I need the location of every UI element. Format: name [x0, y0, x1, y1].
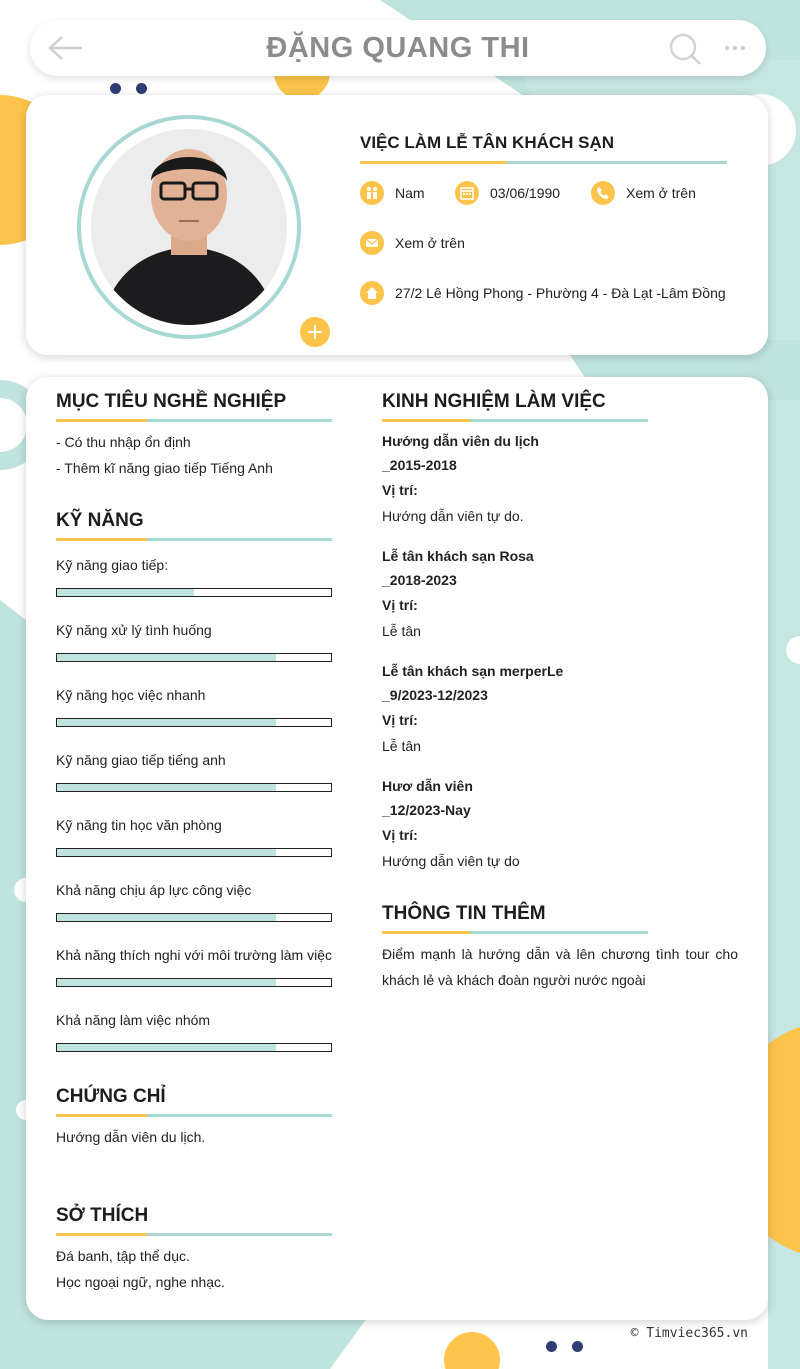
job-title-underline — [360, 161, 727, 164]
skill-bar — [56, 718, 332, 727]
avatar — [91, 129, 287, 325]
extra-info-title: THÔNG TIN THÊM — [382, 903, 546, 924]
avatar-frame — [77, 115, 301, 339]
calendar-icon — [455, 181, 479, 205]
experience-position-label: Vị trí: — [382, 827, 418, 843]
skill-bar-fill — [57, 654, 276, 661]
experience-position-label: Vị trí: — [382, 712, 418, 728]
gender-info — [360, 181, 425, 205]
skill-bar-fill — [57, 979, 276, 986]
hobby-line: Đá banh, tập thể dục. — [56, 1248, 190, 1264]
profile-card — [26, 95, 768, 355]
certificates-underline — [56, 1114, 332, 1117]
phone-info — [591, 181, 696, 205]
extra-info-text: Điểm mạnh là hướng dẫn và lên chương tình tour cho khách lẻ và khách đoàn người nước ngoài — [382, 946, 738, 988]
skills-underline — [56, 538, 332, 541]
gender-value: Nam — [395, 185, 425, 201]
avatar-photo — [91, 129, 287, 325]
hobby-line: Học ngoại ngữ, nghe nhạc. — [56, 1274, 225, 1290]
experience-underline — [382, 419, 648, 422]
experience-period: _2015-2018 — [382, 457, 457, 473]
skill-label: Khả năng thích nghi với môi trường làm việc — [56, 947, 332, 963]
decorative-dots-bottom — [546, 1339, 598, 1357]
skill-bar — [56, 848, 332, 857]
skill-bar — [56, 913, 332, 922]
experience-company: Lễ tân khách sạn Rosa — [382, 548, 534, 564]
skill-bar — [56, 783, 332, 792]
skill-bar-fill — [57, 784, 276, 791]
skill-bar — [56, 653, 332, 662]
experience-company: Lễ tân khách sạn merperLe — [382, 663, 564, 679]
phone-icon — [591, 181, 615, 205]
skills-title: KỸ NĂNG — [56, 510, 144, 531]
objective-underline — [56, 419, 332, 422]
search-icon[interactable] — [668, 32, 702, 66]
skill-bar-fill — [57, 914, 276, 921]
experience-period: _9/2023-12/2023 — [382, 687, 488, 703]
skill-label: Kỹ năng giao tiếp tiếng anh — [56, 752, 226, 768]
birthday-info — [455, 181, 560, 205]
objective-title: MỤC TIÊU NGHỀ NGHIỆP — [56, 391, 287, 412]
experience-position: Lễ tân — [382, 738, 421, 754]
address-value: 27/2 Lê Hồng Phong - Phường 4 - Đà Lạt -Lâm Đồng — [395, 285, 726, 301]
page-title: ĐẶNG QUANG THI — [266, 32, 530, 64]
birthday-value: 03/06/1990 — [490, 185, 561, 201]
skill-bar — [56, 978, 332, 987]
email-value: Xem ở trên — [395, 235, 465, 251]
home-icon — [360, 281, 384, 305]
experience-position: Hướng dẫn viên tự do — [382, 853, 520, 869]
experience-position: Hướng dẫn viên tự do. — [382, 508, 524, 524]
skill-label: Khả năng làm việc nhóm — [56, 1012, 211, 1028]
skill-bar-fill — [57, 719, 276, 726]
hobbies-title: SỞ THÍCH — [56, 1205, 149, 1226]
experience-position-label: Vị trí: — [382, 482, 418, 498]
hobbies-underline — [56, 1233, 332, 1236]
resume-body-card — [26, 377, 768, 1320]
add-photo-button[interactable] — [298, 315, 332, 349]
objective-line: - Thêm kĩ năng giao tiếp Tiếng Anh — [56, 460, 273, 476]
experience-title: KINH NGHIỆM LÀM VIỆC — [382, 391, 606, 412]
phone-value: Xem ở trên — [626, 185, 696, 201]
skill-bar-fill — [57, 849, 276, 856]
gender-icon — [360, 181, 384, 205]
experience-position: Lễ tân — [382, 623, 421, 639]
skill-bar-fill — [57, 1044, 276, 1051]
skill-bar — [56, 588, 332, 597]
email-info — [360, 231, 465, 255]
header-bar — [30, 20, 766, 76]
skill-label: Kỹ năng xử lý tình huống — [56, 622, 212, 638]
experience-period: _12/2023-Nay — [382, 802, 471, 818]
skill-label: Kỹ năng học việc nhanh — [56, 687, 206, 703]
skill-label: Khả năng chịu áp lực công việc — [56, 882, 252, 898]
job-title: VIỆC LÀM LỄ TÂN KHÁCH SẠN — [360, 133, 615, 152]
certificates-title: CHỨNG CHỈ — [56, 1086, 166, 1107]
more-options-icon[interactable] — [724, 44, 746, 52]
extra-info-underline — [382, 931, 648, 934]
skill-label: Kỹ năng giao tiếp: — [56, 557, 169, 573]
skill-label: Kỹ năng tin học văn phòng — [56, 817, 222, 833]
experience-company: Hươ dẫn viên — [382, 778, 473, 794]
experience-company: Hướng dẫn viên du lịch — [382, 433, 539, 449]
certificate-line: Hướng dẫn viên du lịch. — [56, 1129, 206, 1145]
skill-bar — [56, 1043, 332, 1052]
copyright: © Timviec365.vn — [630, 1326, 748, 1341]
experience-position-label: Vị trí: — [382, 597, 418, 613]
address-info — [360, 281, 726, 305]
experience-period: _2018-2023 — [382, 572, 457, 588]
email-icon — [360, 231, 384, 255]
objective-line: - Có thu nhập ổn định — [56, 434, 191, 450]
skill-bar-fill — [57, 589, 194, 596]
